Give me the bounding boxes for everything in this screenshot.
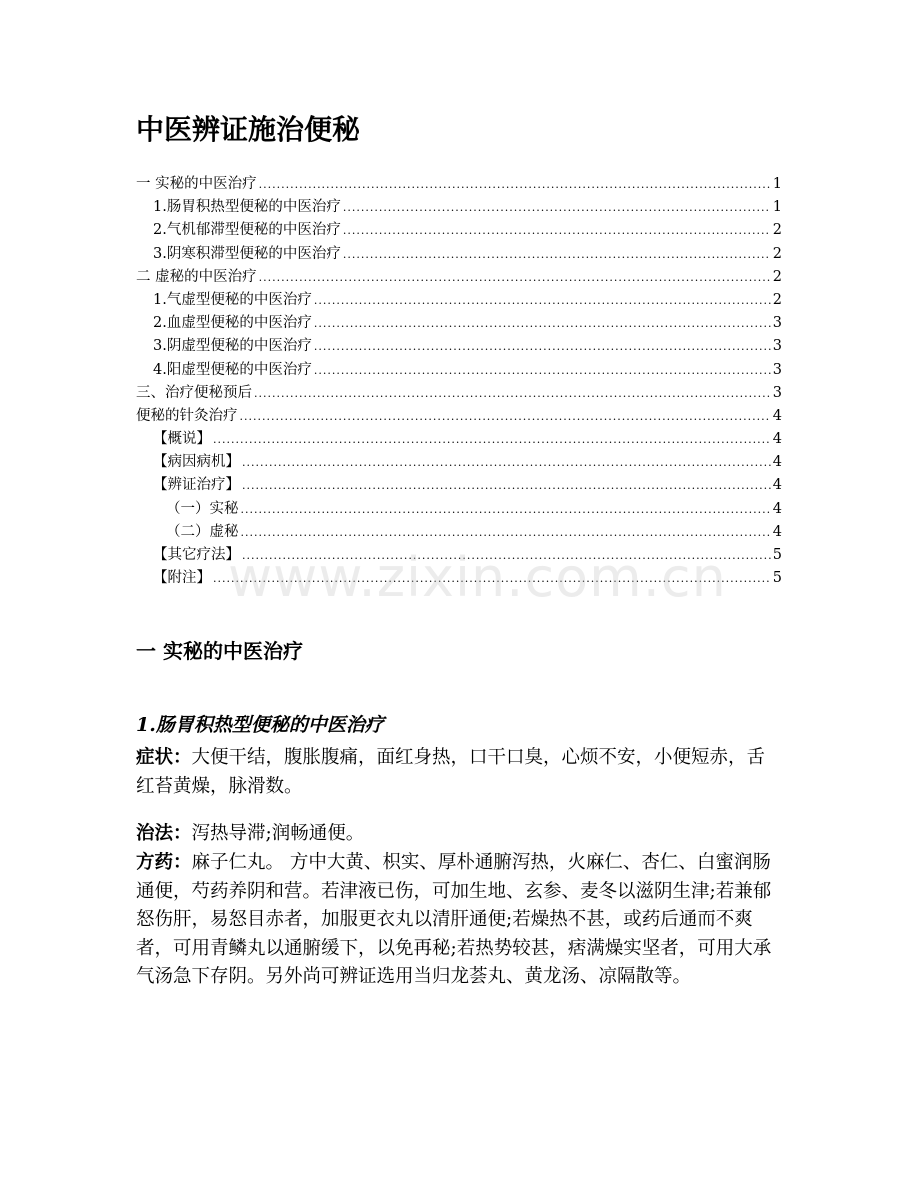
- toc-entry-text: 三、治疗便秘预后: [136, 384, 252, 401]
- toc-entry[interactable]: [136, 567, 782, 590]
- toc-page-number: 2: [772, 222, 782, 239]
- toc-page-number: 4: [772, 477, 782, 494]
- toc-entry[interactable]: [136, 173, 782, 196]
- toc-entry[interactable]: [136, 266, 782, 289]
- section-heading: 一 实秘的中医治疗: [136, 639, 303, 663]
- toc-page-number: 5: [772, 570, 782, 587]
- toc-entry[interactable]: [136, 405, 782, 428]
- toc-entry-text: 【辨证治疗】: [153, 477, 240, 494]
- toc-entry[interactable]: [136, 451, 782, 474]
- symptoms-text: 大便干结，腹胀腹痛，面红身热，口干口臭，心烦不安，小便短赤，舌红苔黄燥，脉滑数。: [136, 747, 766, 797]
- toc-leader-dots: [213, 428, 771, 451]
- toc-page-number: 4: [772, 454, 782, 471]
- toc-leader-dots: [314, 289, 771, 312]
- toc-page-number: 5: [772, 547, 782, 563]
- toc-entry-text: 4.阳虚型便秘的中医治疗: [153, 361, 312, 378]
- formula-label: 方药：: [136, 852, 192, 873]
- toc-page-number: 3: [772, 315, 782, 332]
- toc-page-number: 4: [772, 500, 782, 517]
- toc-entry[interactable]: [136, 521, 782, 544]
- toc-leader-dots: [242, 474, 771, 497]
- toc-entry[interactable]: [136, 335, 782, 358]
- formula-paragraph: [136, 849, 776, 992]
- toc-entry-text: 【其它疗法】: [153, 547, 240, 563]
- toc-entry-text: 2.气机郁滞型便秘的中医治疗: [153, 222, 341, 239]
- toc-page-number: 2: [772, 291, 782, 308]
- symptoms-paragraph: [136, 744, 776, 801]
- toc-page-number: 4: [772, 523, 782, 540]
- toc-entry-text: 1.肠胃积热型便秘的中医治疗: [153, 199, 341, 216]
- toc-leader-dots: [242, 544, 771, 567]
- toc-leader-dots: [314, 335, 771, 358]
- toc-entry-text: 【附注】: [153, 570, 211, 587]
- toc-entry[interactable]: [136, 382, 782, 405]
- toc-page-number: 2: [772, 268, 782, 285]
- symptoms-label: 症状：: [136, 747, 192, 768]
- toc-entry-text: 二 虚秘的中医治疗: [136, 268, 257, 285]
- toc-leader-dots: [254, 382, 771, 405]
- formula-text: 麻子仁丸。 方中大黄、枳实、厚朴通腑泻热，火麻仁、杏仁、白蜜润肠通便，芍药养阴和营。若津液已伤，可加生地、玄参、麦冬以滋阴生津;若兼郁怒伤肝，易怒目赤者，加服更衣丸以清肝通便;若燥热不甚，或药后通而不爽者，可用青鳞丸以通腑缓下，以免再秘;若热势较甚，痞满燥实坚者，可用大承气汤急下存阴。另外尚可辨证选用当归龙荟丸、黄龙汤、凉隔散等。: [136, 852, 772, 987]
- toc-entry-text: 3.阴寒积滞型便秘的中医治疗: [153, 245, 341, 262]
- toc-leader-dots: [213, 567, 771, 590]
- toc-page-number: 2: [772, 245, 782, 262]
- toc-page-number: 3: [772, 338, 782, 355]
- toc-leader-dots: [240, 405, 771, 428]
- method-paragraph: [136, 820, 776, 849]
- toc-leader-dots: [241, 498, 771, 521]
- toc-entry[interactable]: [136, 474, 782, 497]
- table-of-contents: [136, 173, 782, 590]
- toc-page-number: 3: [772, 384, 782, 401]
- toc-entry[interactable]: [136, 498, 782, 521]
- toc-entry-text: （一）实秘: [166, 500, 239, 517]
- toc-leader-dots: [343, 219, 771, 242]
- subsection-heading: 1.肠胃积热型便秘的中医治疗: [136, 714, 384, 736]
- toc-entry[interactable]: [136, 544, 782, 567]
- toc-leader-dots: [314, 312, 771, 335]
- toc-page-number: 3: [772, 361, 782, 378]
- toc-leader-dots: [314, 359, 771, 382]
- method-label: 治法：: [136, 823, 192, 844]
- toc-leader-dots: [259, 173, 771, 196]
- toc-entry[interactable]: [136, 243, 782, 266]
- toc-leader-dots: [242, 451, 771, 474]
- toc-entry-text: 3.阴虚型便秘的中医治疗: [153, 338, 312, 355]
- method-text: 泻热导滞;润畅通便。: [191, 823, 365, 844]
- toc-entry-text: （二）虚秘: [166, 523, 239, 540]
- toc-entry[interactable]: [136, 359, 782, 382]
- toc-leader-dots: [259, 266, 771, 289]
- toc-page-number: 1: [772, 199, 782, 216]
- toc-leader-dots: [343, 196, 771, 219]
- toc-entry-text: 1.气虚型便秘的中医治疗: [153, 291, 312, 308]
- toc-page-number: 4: [772, 431, 782, 448]
- toc-page-number: 1: [772, 176, 782, 192]
- toc-entry[interactable]: [136, 196, 782, 219]
- toc-entry-text: 2.血虚型便秘的中医治疗: [153, 315, 312, 332]
- toc-entry-text: 一 实秘的中医治疗: [136, 176, 257, 192]
- toc-entry[interactable]: [136, 428, 782, 451]
- toc-leader-dots: [343, 243, 771, 266]
- watermark: www.zixin.com.cn: [228, 546, 727, 609]
- document-title: 中医辨证施治便秘: [136, 113, 361, 146]
- toc-entry-text: 【概说】: [153, 431, 211, 448]
- toc-entry[interactable]: [136, 289, 782, 312]
- toc-entry[interactable]: [136, 312, 782, 335]
- toc-page-number: 4: [772, 407, 782, 424]
- toc-entry-text: 【病因病机】: [153, 454, 240, 471]
- toc-entry-text: 便秘的针灸治疗: [136, 407, 238, 424]
- toc-leader-dots: [241, 521, 771, 544]
- toc-entry[interactable]: [136, 219, 782, 242]
